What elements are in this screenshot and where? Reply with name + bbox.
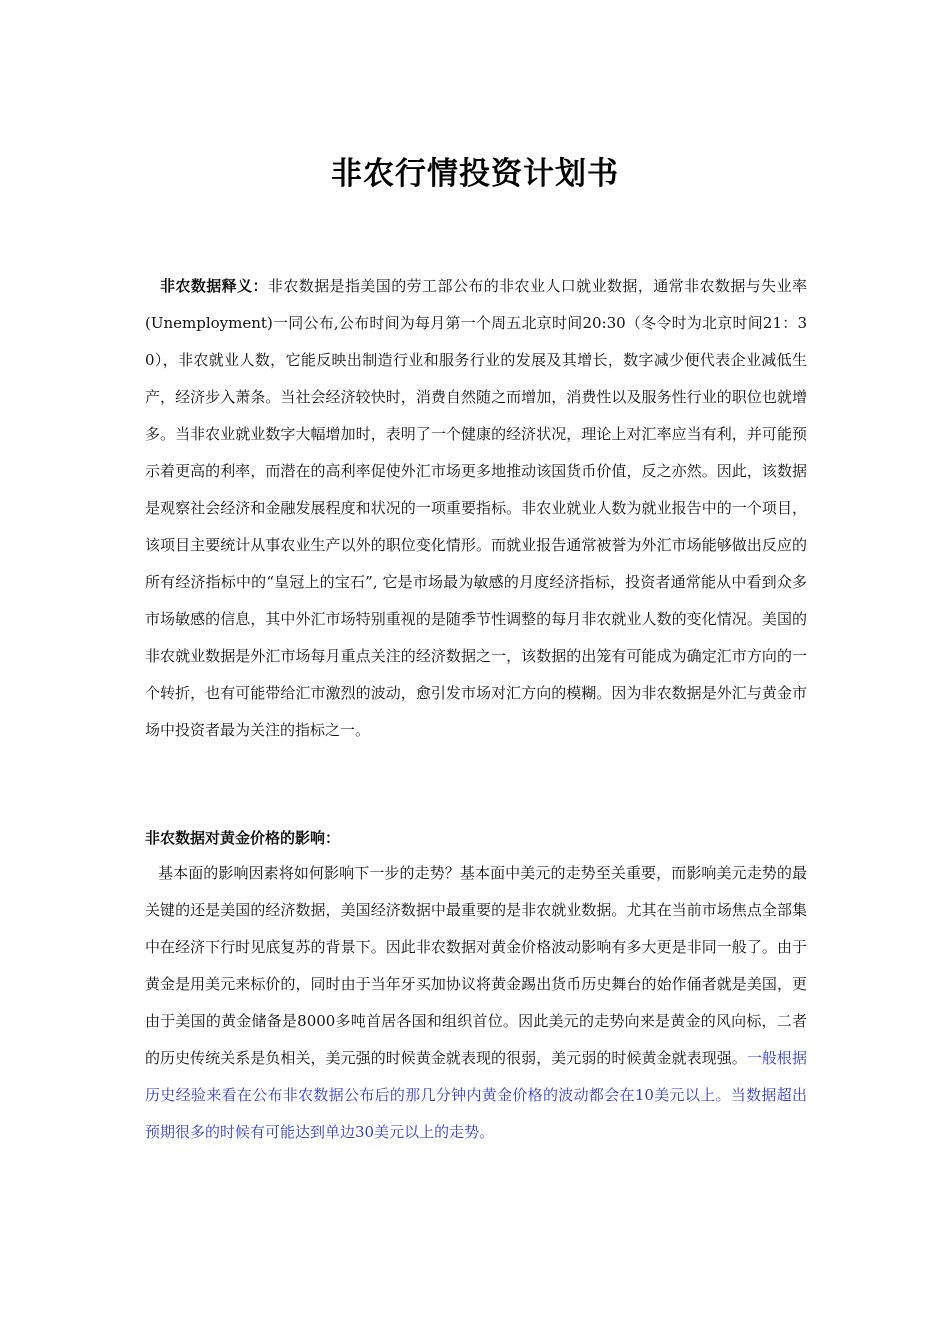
document-title: 非农行情投资计划书 [331,156,619,192]
gold-impact-text: 基本面的影响因素将如何影响下一步的走势？基本面中美元的走势至关重要，而影响美元走势的最关键的还是美国的经济数据，美国经济数据中最重要的是非农就业数据。尤其在当前市场焦点全部集中在经济下行时见底复苏的背景下。因此非农数据对黄金价格波动影响有多大更是非同一般了。由于黄金是用美元来标价的，同时由于当年牙买加协议将黄金踢出货币历史舞台的始作俑者就是美国，更由于美国的黄金储备是8000多吨首居各国和组织首位。因此美元的走势向来是黄金的风向标，二者的历史传统关系是负相关，美元强的时候黄金就表现的很弱，美元弱的时候黄金就表现强。 [145,864,807,1067]
gold-impact-paragraph [145,855,807,1151]
gold-impact-highlight: 一般根据历史经验来看在公布非农数据公布后的那几分钟内黄金价格的波动都会在10美元以上。当数据超出预期很多的时候有可能达到单边30美元以上的走势。 [145,1049,807,1141]
nonfarm-definition-text: 非农数据是指美国的劳工部公布的非农业人口就业数据，通常非农数据与失业率(Unemployment)一同公布,公布时间为每月第一个周五北京时间20:30（冬令时为北京时间21：30），非农就业人数，它能反映出制造行业和服务行业的发展及其增长，数字减少便代表企业减低生产，经济步入萧条。当社会经济较快时，消费自然随之而增加，消费性以及服务性行业的职位也就增多。当非农业就业数字大幅增加时，表明了一个健康的经济状况，理论上对汇率应当有利，并可能预示着更高的利率，而潜在的高利率促使外汇市场更多地推动该国货币价值，反之亦然。因此，该数据是观察社会经济和金融发展程度和状况的一项重要指标。非农业就业人数为就业报告中的一个项目，该项目主要统计从事农业生产以外的职位变化情形。而就业报告通常被誉为外汇市场能够做出反应的所有经济指标中的“皇冠上的宝石”, 它是市场最为敏感的月度经济指标，投资者通常能从中看到众多市场敏感的信息，其中外汇市场特别重视的是随季节性调整的每月非农就业人数的变化情况。美国的非农就业数据是外汇市场每月重点关注的经济数据之一，该数据的出笼有可能成为确定汇市方向的一个转折，也有可能带给汇市激烈的波动，愈引发市场对汇方向的模糊。因为非农数据是外汇与黄金市场中投资者最为关注的指标之一。 [145,277,807,739]
gold-impact-heading: 非农数据对黄金价格的影响： [145,829,341,847]
nonfarm-definition-label: 非农数据释义： [160,277,268,295]
nonfarm-definition-paragraph [145,268,807,749]
